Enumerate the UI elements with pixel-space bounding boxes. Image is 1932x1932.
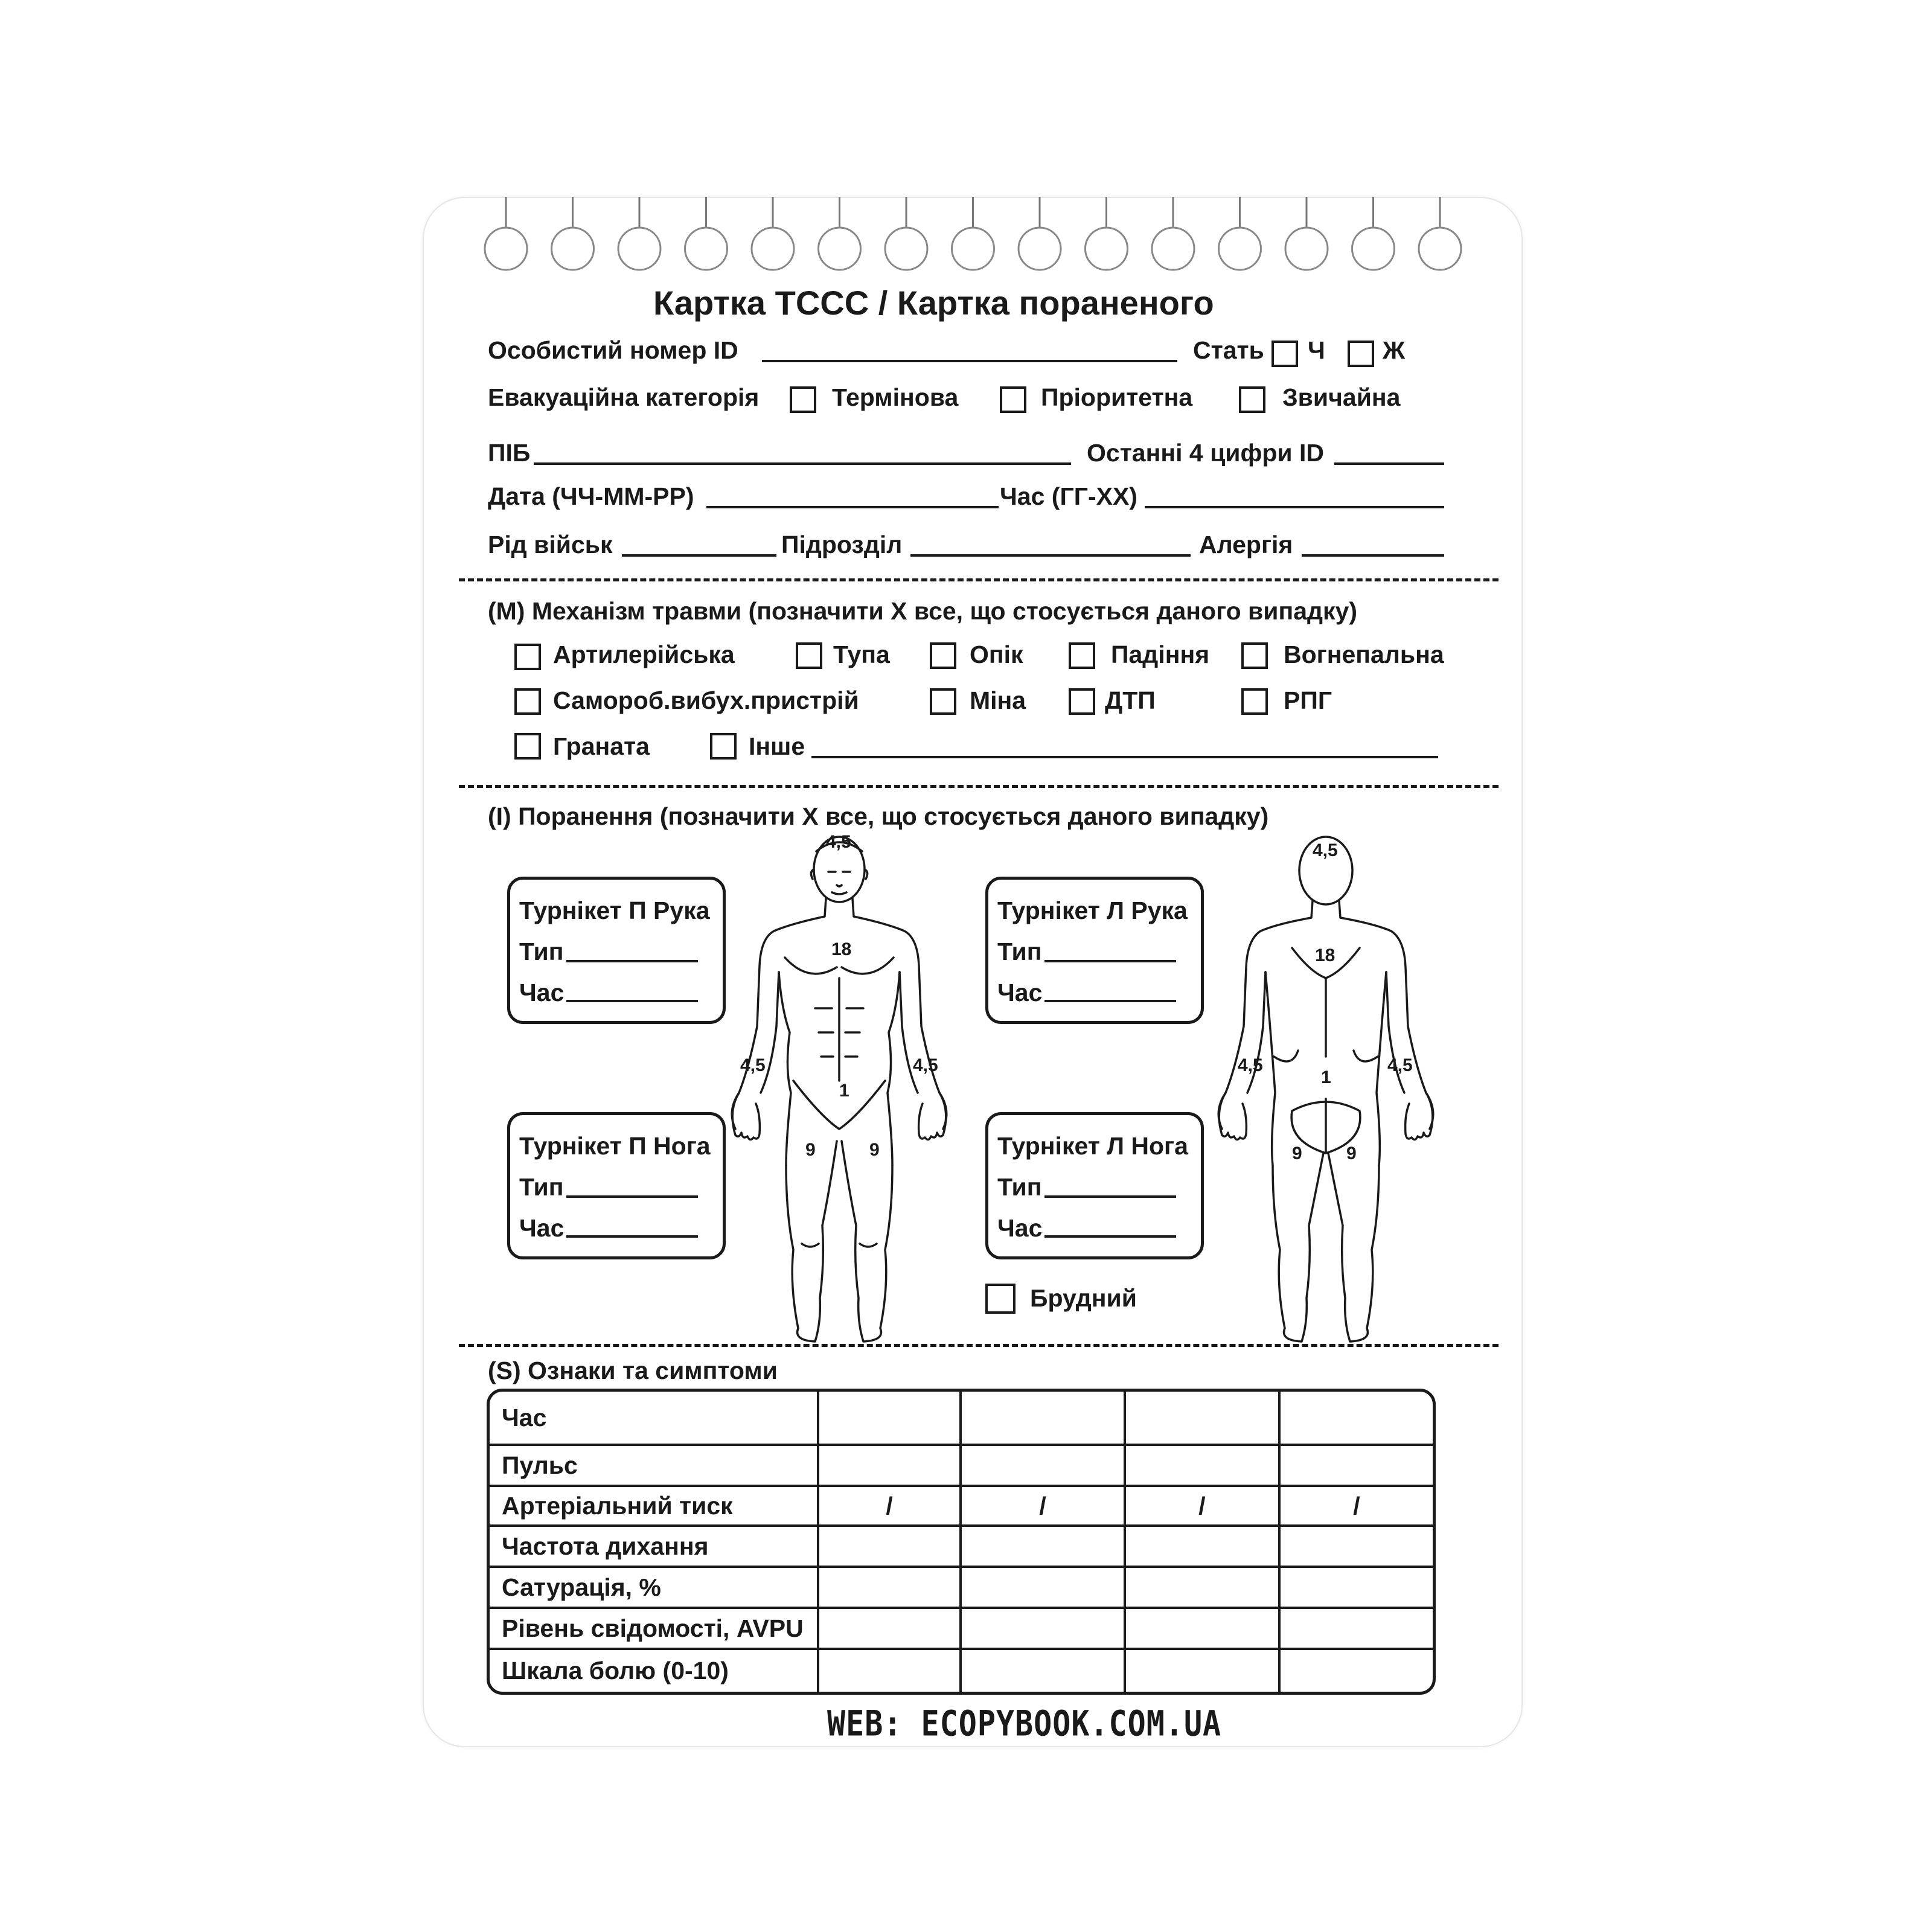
vitals-cell[interactable]	[819, 1392, 962, 1446]
table-row	[490, 1487, 1433, 1527]
page-title: Картка TCCC / Картка пораненого	[653, 284, 1214, 322]
vitals-cell[interactable]	[819, 1568, 962, 1609]
vitals-cell[interactable]	[1126, 1568, 1281, 1609]
vitals-cell[interactable]	[819, 1650, 962, 1692]
mech-grenade-checkbox[interactable]	[514, 733, 541, 760]
sex-male-label: Ч	[1308, 336, 1325, 364]
back-torso-label: 18	[1315, 945, 1335, 965]
date-label: Дата (ЧЧ-ММ-РР)	[488, 482, 694, 510]
vitals-cell[interactable]: /	[962, 1487, 1126, 1527]
vitals-cell[interactable]	[1281, 1609, 1433, 1650]
vitals-cell[interactable]	[962, 1568, 1126, 1609]
back-groin-label: 1	[1321, 1067, 1331, 1087]
mech-artillery-checkbox[interactable]	[514, 644, 541, 670]
vitals-cell[interactable]: /	[819, 1487, 962, 1527]
front-groin-label: 1	[839, 1081, 849, 1101]
tourniquet-type-field[interactable]	[1044, 1195, 1176, 1198]
unit-field[interactable]	[910, 554, 1191, 557]
tourniquet-title: Турнікет П Рука	[519, 897, 710, 924]
tourniquet-title: Турнікет П Нога	[519, 1132, 711, 1160]
tourniquet-type-label: Тип	[997, 938, 1042, 965]
time-label: Час (ГГ-ХХ)	[1000, 482, 1137, 510]
time-field[interactable]	[1145, 506, 1444, 508]
evac-routine-checkbox[interactable]	[1239, 386, 1265, 413]
tourniquet-title: Турнікет Л Нога	[997, 1132, 1188, 1160]
mech-option-label: Артилерійська	[553, 641, 735, 668]
vitals-cell[interactable]	[819, 1446, 962, 1487]
mech-option-label: РПГ	[1284, 686, 1332, 714]
section-divider	[459, 785, 1499, 788]
mech-option-label: Тупа	[833, 641, 890, 668]
tourniquet-time-label: Час	[997, 1214, 1043, 1242]
back-arm-right-label: 4,5	[1387, 1055, 1413, 1075]
vitals-cell[interactable]	[1281, 1568, 1433, 1609]
vitals-table	[487, 1389, 1436, 1695]
evac-label: Евакуаційна категорія	[488, 383, 760, 411]
vitals-row-label: Сатурація, %	[490, 1568, 819, 1609]
vitals-cell[interactable]	[1126, 1650, 1281, 1692]
tourniquet-type-label: Тип	[997, 1173, 1042, 1201]
vitals-cell[interactable]	[819, 1609, 962, 1650]
vitals-cell[interactable]	[962, 1609, 1126, 1650]
vitals-row-label: Частота дихання	[490, 1527, 819, 1568]
tourniquet-time-field[interactable]	[1044, 1000, 1176, 1002]
vitals-cell[interactable]	[962, 1392, 1126, 1446]
mech-fall-checkbox[interactable]	[1069, 642, 1095, 669]
front-torso-label: 18	[831, 939, 852, 959]
tourniquet-time-field[interactable]	[566, 1000, 698, 1002]
front-arm-right-label: 4,5	[740, 1055, 766, 1075]
section-divider	[459, 1344, 1499, 1347]
evac-priority-label: Пріоритетна	[1041, 383, 1193, 411]
body-back-diagram[interactable]	[1208, 827, 1461, 1346]
vitals-cell[interactable]	[1281, 1527, 1433, 1568]
front-arm-left-label: 4,5	[913, 1055, 938, 1075]
vitals-row-label: Пульс	[490, 1446, 819, 1487]
sex-male-checkbox[interactable]	[1271, 341, 1298, 367]
vitals-cell[interactable]	[1281, 1650, 1433, 1692]
name-field[interactable]	[534, 462, 1071, 465]
mech-mine-checkbox[interactable]	[930, 688, 956, 715]
injury-heading: (І) Поранення (позначити Х все, що стосується даного випадку)	[488, 802, 1269, 830]
mechanism-heading: (М) Механізм травми (позначити Х все, що стосується даного випадку)	[488, 597, 1358, 625]
table-row	[490, 1650, 1433, 1692]
sex-female-label: Ж	[1383, 336, 1406, 364]
dirty-checkbox[interactable]	[985, 1284, 1016, 1314]
unit-label: Підрозділ	[781, 531, 903, 558]
vitals-row-label: Артеріальний тиск	[490, 1487, 819, 1527]
mech-option-label: Міна	[970, 686, 1026, 714]
mech-blunt-checkbox[interactable]	[796, 642, 822, 669]
id-label: Особистий номер ID	[488, 336, 738, 364]
back-leg-right-label: 9	[1346, 1144, 1357, 1163]
vitals-cell[interactable]	[819, 1527, 962, 1568]
vitals-row-label: Рівень свідомості, AVPU	[490, 1609, 819, 1650]
mech-other-checkbox[interactable]	[710, 733, 737, 760]
mech-option-label: Самороб.вибух.пристрій	[553, 686, 859, 714]
dirty-label: Брудний	[1030, 1284, 1137, 1312]
vitals-cell[interactable]	[1281, 1392, 1433, 1446]
branch-label: Рід військ	[488, 531, 613, 558]
last4-field[interactable]	[1334, 462, 1444, 465]
name-label: ПІБ	[488, 439, 531, 467]
tourniquet-type-label: Тип	[519, 1173, 564, 1201]
tourniquet-type-field[interactable]	[566, 1195, 698, 1198]
back-arm-left-label: 4,5	[1238, 1055, 1263, 1075]
tourniquet-time-field[interactable]	[1044, 1235, 1176, 1238]
tourniquet-type-field[interactable]	[1044, 960, 1176, 962]
table-row	[490, 1392, 1433, 1446]
vitals-cell[interactable]	[1126, 1527, 1281, 1568]
last4-label: Останні 4 цифри ID	[1087, 439, 1325, 467]
table-row	[490, 1527, 1433, 1568]
evac-routine-label: Звичайна	[1282, 383, 1401, 411]
vitals-cell[interactable]	[1281, 1446, 1433, 1487]
tourniquet-time-field[interactable]	[566, 1235, 698, 1238]
mech-option-label: Опік	[970, 641, 1023, 668]
footer-website: WEB: ECOPYBOOK.COM.UA	[827, 1703, 1222, 1744]
tourniquet-type-field[interactable]	[566, 960, 698, 962]
back-head-label: 4,5	[1313, 840, 1338, 860]
tourniquet-time-label: Час	[519, 979, 565, 1006]
back-leg-left-label: 9	[1292, 1144, 1302, 1163]
vitals-cell[interactable]: /	[1281, 1487, 1433, 1527]
tourniquet-type-label: Тип	[519, 938, 564, 965]
evac-urgent-checkbox[interactable]	[790, 386, 816, 413]
mech-option-label: ДТП	[1105, 686, 1156, 714]
section-divider	[459, 578, 1499, 581]
vitals-cell[interactable]	[1126, 1392, 1281, 1446]
mech-rpg-checkbox[interactable]	[1241, 688, 1268, 715]
mech-option-label: Падіння	[1111, 641, 1210, 668]
front-head-label: 4,5	[826, 832, 851, 852]
front-leg-right-label: 9	[805, 1140, 816, 1160]
tourniquet-time-label: Час	[519, 1214, 565, 1242]
vitals-cell[interactable]	[962, 1527, 1126, 1568]
mech-option-label: Вогнепальна	[1284, 641, 1444, 668]
evac-urgent-label: Термінова	[832, 383, 959, 411]
id-field[interactable]	[762, 360, 1177, 362]
mech-traffic-checkbox[interactable]	[1069, 688, 1095, 715]
sex-female-checkbox[interactable]	[1348, 341, 1374, 367]
vitals-row-label: Час	[490, 1392, 819, 1446]
vitals-cell[interactable]	[962, 1650, 1126, 1692]
tourniquet-time-label: Час	[997, 979, 1043, 1006]
vitals-cell[interactable]: /	[1126, 1487, 1281, 1527]
branch-field[interactable]	[622, 554, 776, 557]
allergy-field[interactable]	[1302, 554, 1444, 557]
mech-option-label: Інше	[749, 732, 805, 760]
mech-other-field[interactable]	[811, 756, 1438, 758]
mech-option-label: Граната	[553, 732, 650, 760]
front-leg-left-label: 9	[869, 1140, 880, 1160]
mech-gunshot-checkbox[interactable]	[1241, 642, 1268, 669]
vitals-cell[interactable]	[1126, 1446, 1281, 1487]
vitals-cell[interactable]	[962, 1446, 1126, 1487]
evac-priority-checkbox[interactable]	[1000, 386, 1026, 413]
sex-label: Стать	[1193, 336, 1264, 364]
allergy-label: Алергія	[1199, 531, 1293, 558]
table-row	[490, 1446, 1433, 1487]
table-row	[490, 1609, 1433, 1650]
mech-ied-checkbox[interactable]	[514, 688, 541, 715]
table-row	[490, 1568, 1433, 1609]
date-field[interactable]	[706, 506, 999, 508]
mech-burn-checkbox[interactable]	[930, 642, 956, 669]
vitals-row-label: Шкала болю (0-10)	[490, 1650, 819, 1692]
signs-heading: (S) Ознаки та симптоми	[488, 1357, 778, 1384]
vitals-cell[interactable]	[1126, 1609, 1281, 1650]
tourniquet-title: Турнікет Л Рука	[997, 897, 1188, 924]
